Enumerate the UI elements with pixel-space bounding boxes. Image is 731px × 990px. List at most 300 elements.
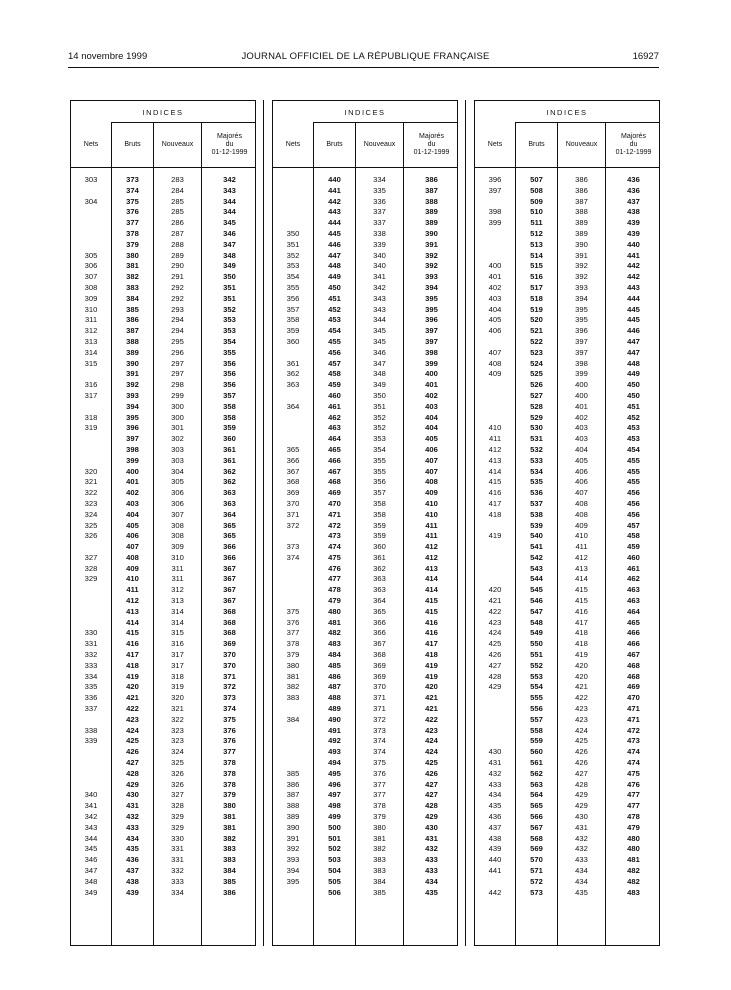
cell-majores: 430 xyxy=(425,822,438,832)
cell-majores: 438 xyxy=(627,207,640,217)
cell-nouveaux: 325 xyxy=(171,758,184,768)
cell-majores: 463 xyxy=(627,585,640,595)
cell-nouveaux: 318 xyxy=(171,671,184,681)
column-header-rule xyxy=(475,167,659,168)
cell-bruts: 398 xyxy=(126,444,139,454)
table-row xyxy=(273,402,457,413)
cell-nets: 344 xyxy=(84,833,98,843)
cell-nets: 433 xyxy=(488,779,502,789)
cell-nouveaux: 426 xyxy=(575,758,588,768)
cell-bruts: 448 xyxy=(328,261,341,271)
cell-nouveaux: 339 xyxy=(373,239,386,249)
cell-bruts: 405 xyxy=(126,520,139,530)
cell-nets: 307 xyxy=(84,272,98,282)
cell-majores: 347 xyxy=(223,239,236,249)
table-row xyxy=(273,715,457,726)
table-row xyxy=(273,769,457,780)
cell-majores: 433 xyxy=(425,855,438,865)
cell-majores: 354 xyxy=(223,336,236,346)
table-row xyxy=(475,456,659,467)
table-row xyxy=(273,272,457,283)
cell-nets: 374 xyxy=(286,552,300,562)
table-row xyxy=(71,445,255,456)
column-header-rule xyxy=(71,167,255,168)
table-row xyxy=(71,747,255,758)
cell-bruts: 385 xyxy=(126,304,139,314)
cell-nouveaux: 302 xyxy=(171,434,184,444)
table-row xyxy=(71,618,255,629)
cell-nets: 383 xyxy=(286,693,300,703)
cell-nouveaux: 386 xyxy=(575,175,588,184)
cell-nets: 306 xyxy=(84,261,98,271)
cell-nets: 417 xyxy=(488,498,502,508)
cell-majores: 448 xyxy=(627,358,640,368)
cell-bruts: 447 xyxy=(328,250,341,260)
table-row xyxy=(71,510,255,521)
cell-nets: 354 xyxy=(286,272,300,282)
cell-bruts: 561 xyxy=(530,758,543,768)
cell-majores: 455 xyxy=(627,466,640,476)
cell-majores: 447 xyxy=(627,336,640,346)
cell-majores: 431 xyxy=(425,833,438,843)
table-row xyxy=(475,564,659,575)
table-row xyxy=(273,369,457,380)
cell-nouveaux: 400 xyxy=(575,390,588,400)
cell-bruts: 462 xyxy=(328,412,341,422)
cell-majores: 379 xyxy=(223,790,236,800)
cell-bruts: 473 xyxy=(328,531,341,541)
cell-nouveaux: 336 xyxy=(373,196,386,206)
cell-bruts: 420 xyxy=(126,682,139,692)
cell-majores: 450 xyxy=(627,390,640,400)
cell-bruts: 540 xyxy=(530,531,543,541)
cell-nouveaux: 423 xyxy=(575,714,588,724)
table-row xyxy=(71,380,255,391)
cell-majores: 405 xyxy=(425,434,438,444)
cell-majores: 421 xyxy=(425,693,438,703)
table-row xyxy=(71,564,255,575)
cell-majores: 425 xyxy=(425,758,438,768)
cell-bruts: 495 xyxy=(328,768,341,778)
cell-nets: 355 xyxy=(286,282,300,292)
cell-bruts: 409 xyxy=(126,563,139,573)
cell-majores: 356 xyxy=(223,369,236,379)
indices-table-panel-3 xyxy=(474,100,660,946)
cell-bruts: 379 xyxy=(126,239,139,249)
cell-nouveaux: 401 xyxy=(575,401,588,411)
cell-majores: 383 xyxy=(223,844,236,854)
table-row xyxy=(71,585,255,596)
table-row xyxy=(475,413,659,424)
cell-nouveaux: 319 xyxy=(171,682,184,692)
col-header-majores xyxy=(606,123,661,167)
cell-bruts: 412 xyxy=(126,596,139,606)
cell-nouveaux: 297 xyxy=(171,358,184,368)
cell-nets: 390 xyxy=(286,822,300,832)
cell-bruts: 459 xyxy=(328,380,341,390)
cell-nets: 330 xyxy=(84,628,98,638)
table-row xyxy=(273,380,457,391)
cell-majores: 366 xyxy=(223,542,236,552)
cell-nouveaux: 389 xyxy=(575,218,588,228)
cell-nets: 364 xyxy=(286,401,300,411)
header-divider xyxy=(68,67,659,68)
cell-bruts: 393 xyxy=(126,390,139,400)
cell-bruts: 435 xyxy=(126,844,139,854)
cell-majores: 360 xyxy=(223,434,236,444)
cell-nouveaux: 329 xyxy=(171,812,184,822)
table-row xyxy=(475,337,659,348)
cell-majores: 463 xyxy=(627,596,640,606)
cell-nouveaux: 334 xyxy=(373,175,386,184)
cell-nets: 431 xyxy=(488,758,502,768)
cell-majores: 368 xyxy=(223,606,236,616)
table-row xyxy=(475,369,659,380)
cell-nouveaux: 420 xyxy=(575,671,588,681)
table-row xyxy=(475,704,659,715)
cell-majores: 351 xyxy=(223,293,236,303)
col-header-majores-line3: 01-12-1999 xyxy=(615,149,652,156)
cell-nets: 341 xyxy=(84,801,98,811)
table-row xyxy=(71,801,255,812)
table-row xyxy=(71,650,255,661)
cell-nouveaux: 387 xyxy=(575,196,588,206)
cell-majores: 449 xyxy=(627,369,640,379)
cell-bruts: 477 xyxy=(328,574,341,584)
table-row xyxy=(475,510,659,521)
cell-bruts: 524 xyxy=(530,358,543,368)
cell-majores: 395 xyxy=(425,304,438,314)
table-row xyxy=(71,715,255,726)
cell-nouveaux: 326 xyxy=(171,779,184,789)
table-row xyxy=(71,359,255,370)
cell-bruts: 386 xyxy=(126,315,139,325)
cell-nets: 409 xyxy=(488,369,502,379)
cell-bruts: 536 xyxy=(530,488,543,498)
cell-majores: 466 xyxy=(627,628,640,638)
cell-nouveaux: 368 xyxy=(373,650,386,660)
cell-bruts: 430 xyxy=(126,790,139,800)
cell-nets: 361 xyxy=(286,358,300,368)
table-row xyxy=(475,467,659,478)
cell-majores: 412 xyxy=(425,552,438,562)
table-row xyxy=(273,682,457,693)
cell-nouveaux: 373 xyxy=(373,725,386,735)
cell-majores: 419 xyxy=(425,660,438,670)
cell-bruts: 509 xyxy=(530,196,543,206)
cell-nets: 381 xyxy=(286,671,300,681)
cell-bruts: 483 xyxy=(328,639,341,649)
table-row xyxy=(475,715,659,726)
table-row xyxy=(273,726,457,737)
table-row xyxy=(71,251,255,262)
cell-bruts: 563 xyxy=(530,779,543,789)
cell-bruts: 496 xyxy=(328,779,341,789)
table-row xyxy=(475,844,659,855)
cell-majores: 370 xyxy=(223,660,236,670)
table-row xyxy=(273,315,457,326)
cell-nouveaux: 300 xyxy=(171,412,184,422)
table-row xyxy=(273,747,457,758)
table-row xyxy=(475,661,659,672)
table-row xyxy=(71,844,255,855)
table-row xyxy=(273,704,457,715)
cell-nets: 398 xyxy=(488,207,502,217)
cell-nouveaux: 317 xyxy=(171,660,184,670)
cell-nets: 326 xyxy=(84,531,98,541)
cell-nouveaux: 424 xyxy=(575,725,588,735)
table-row xyxy=(273,758,457,769)
cell-nouveaux: 415 xyxy=(575,596,588,606)
table-row xyxy=(71,628,255,639)
cell-nets: 404 xyxy=(488,304,502,314)
cell-nets: 367 xyxy=(286,466,300,476)
cell-nouveaux: 355 xyxy=(373,466,386,476)
cell-majores: 349 xyxy=(223,261,236,271)
cell-bruts: 554 xyxy=(530,682,543,692)
cell-bruts: 423 xyxy=(126,714,139,724)
cell-nets: 415 xyxy=(488,477,502,487)
cell-majores: 434 xyxy=(425,876,438,886)
cell-bruts: 419 xyxy=(126,671,139,681)
cell-majores: 445 xyxy=(627,304,640,314)
cell-nouveaux: 360 xyxy=(373,542,386,552)
table-row xyxy=(475,326,659,337)
table-row xyxy=(475,618,659,629)
cell-majores: 426 xyxy=(425,768,438,778)
cell-nouveaux: 420 xyxy=(575,660,588,670)
table-row xyxy=(273,283,457,294)
table-row xyxy=(273,542,457,553)
cell-bruts: 402 xyxy=(126,488,139,498)
table-row xyxy=(475,315,659,326)
cell-nets: 372 xyxy=(286,520,300,530)
cell-nets: 397 xyxy=(488,185,502,195)
cell-bruts: 505 xyxy=(328,876,341,886)
cell-nets: 428 xyxy=(488,671,502,681)
cell-nouveaux: 395 xyxy=(575,304,588,314)
cell-bruts: 533 xyxy=(530,455,543,465)
table-row xyxy=(273,445,457,456)
cell-majores: 376 xyxy=(223,725,236,735)
cell-majores: 391 xyxy=(425,239,438,249)
cell-bruts: 488 xyxy=(328,693,341,703)
table-row xyxy=(71,855,255,866)
cell-majores: 416 xyxy=(425,617,438,627)
cell-nouveaux: 315 xyxy=(171,628,184,638)
cell-bruts: 568 xyxy=(530,833,543,843)
cell-bruts: 394 xyxy=(126,401,139,411)
cell-majores: 392 xyxy=(425,250,438,260)
table-row xyxy=(273,229,457,240)
cell-nouveaux: 357 xyxy=(373,488,386,498)
cell-majores: 414 xyxy=(425,574,438,584)
cell-nouveaux: 400 xyxy=(575,380,588,390)
cell-majores: 375 xyxy=(223,714,236,724)
cell-majores: 396 xyxy=(425,315,438,325)
table-row xyxy=(273,251,457,262)
cell-bruts: 518 xyxy=(530,293,543,303)
table-row xyxy=(71,240,255,251)
cell-majores: 363 xyxy=(223,488,236,498)
cell-nouveaux: 421 xyxy=(575,682,588,692)
cell-bruts: 506 xyxy=(328,887,341,897)
cell-nouveaux: 350 xyxy=(373,390,386,400)
cell-bruts: 497 xyxy=(328,790,341,800)
table-row xyxy=(273,812,457,823)
cell-bruts: 467 xyxy=(328,466,341,476)
cell-majores: 480 xyxy=(627,833,640,843)
cell-nouveaux: 428 xyxy=(575,779,588,789)
cell-majores: 462 xyxy=(627,574,640,584)
cell-majores: 402 xyxy=(425,390,438,400)
table-row xyxy=(71,413,255,424)
col-header-bruts: Bruts xyxy=(326,141,343,148)
cell-majores: 450 xyxy=(627,380,640,390)
table-row xyxy=(71,207,255,218)
cell-majores: 378 xyxy=(223,758,236,768)
cell-majores: 397 xyxy=(425,336,438,346)
cell-nets: 441 xyxy=(488,866,502,875)
cell-bruts: 413 xyxy=(126,606,139,616)
cell-nouveaux: 431 xyxy=(575,822,588,832)
cell-nouveaux: 306 xyxy=(171,488,184,498)
cell-bruts: 542 xyxy=(530,552,543,562)
cell-nouveaux: 359 xyxy=(373,520,386,530)
cell-nouveaux: 320 xyxy=(171,693,184,703)
cell-bruts: 469 xyxy=(328,488,341,498)
cell-bruts: 548 xyxy=(530,617,543,627)
cell-majores: 457 xyxy=(627,520,640,530)
cell-bruts: 445 xyxy=(328,228,341,238)
cell-nets: 316 xyxy=(84,380,98,390)
table-row xyxy=(71,218,255,229)
table-row xyxy=(273,477,457,488)
cell-nouveaux: 406 xyxy=(575,477,588,487)
table-row xyxy=(475,175,659,186)
table-row xyxy=(273,866,457,877)
table-row xyxy=(273,456,457,467)
cell-nets: 357 xyxy=(286,304,300,314)
cell-nouveaux: 356 xyxy=(373,477,386,487)
cell-majores: 378 xyxy=(223,768,236,778)
cell-nets: 369 xyxy=(286,488,300,498)
column-separator xyxy=(263,100,264,946)
indices-group-title: INDICES xyxy=(546,108,588,117)
cell-bruts: 432 xyxy=(126,812,139,822)
cell-nouveaux: 377 xyxy=(373,790,386,800)
cell-bruts: 507 xyxy=(530,175,543,184)
cell-majores: 411 xyxy=(425,531,438,541)
cell-nouveaux: 286 xyxy=(171,218,184,228)
cell-bruts: 486 xyxy=(328,671,341,681)
table-row xyxy=(273,574,457,585)
cell-nets: 332 xyxy=(84,650,98,660)
cell-bruts: 439 xyxy=(126,887,139,897)
cell-nouveaux: 432 xyxy=(575,833,588,843)
cell-majores: 400 xyxy=(425,369,438,379)
cell-nets: 434 xyxy=(488,790,502,800)
cell-nets: 319 xyxy=(84,423,98,433)
cell-majores: 404 xyxy=(425,423,438,433)
cell-majores: 414 xyxy=(425,585,438,595)
table-row xyxy=(475,229,659,240)
cell-bruts: 458 xyxy=(328,369,341,379)
cell-majores: 407 xyxy=(425,466,438,476)
indices-table-panel-1 xyxy=(70,100,256,946)
table-row xyxy=(71,229,255,240)
table-row xyxy=(475,391,659,402)
table-row xyxy=(475,628,659,639)
cell-majores: 380 xyxy=(223,801,236,811)
table-row xyxy=(273,207,457,218)
cell-majores: 456 xyxy=(627,498,640,508)
cell-nouveaux: 284 xyxy=(171,185,184,195)
cell-bruts: 508 xyxy=(530,185,543,195)
cell-bruts: 546 xyxy=(530,596,543,606)
cell-majores: 473 xyxy=(627,736,640,746)
cell-nets: 360 xyxy=(286,336,300,346)
cell-bruts: 511 xyxy=(530,218,543,228)
table-row xyxy=(71,499,255,510)
table-row xyxy=(475,639,659,650)
cell-majores: 476 xyxy=(627,779,640,789)
cell-nets: 423 xyxy=(488,617,502,627)
cell-nouveaux: 292 xyxy=(171,282,184,292)
col-header-nouveaux: Nouveaux xyxy=(161,141,194,148)
cell-majores: 422 xyxy=(425,714,438,724)
cell-majores: 439 xyxy=(627,228,640,238)
cell-nouveaux: 434 xyxy=(575,866,588,875)
cell-nouveaux: 366 xyxy=(373,628,386,638)
table-row xyxy=(475,758,659,769)
cell-nouveaux: 348 xyxy=(373,369,386,379)
cell-majores: 444 xyxy=(627,293,640,303)
cell-nouveaux: 376 xyxy=(373,768,386,778)
cell-nets: 324 xyxy=(84,509,98,519)
cell-nouveaux: 332 xyxy=(171,866,184,875)
cell-nets: 323 xyxy=(84,498,98,508)
table-row xyxy=(71,477,255,488)
cell-nouveaux: 405 xyxy=(575,455,588,465)
cell-majores: 459 xyxy=(627,542,640,552)
cell-nets: 335 xyxy=(84,682,98,692)
table-row xyxy=(475,434,659,445)
cell-nouveaux: 404 xyxy=(575,444,588,454)
cell-majores: 397 xyxy=(425,326,438,336)
cell-majores: 447 xyxy=(627,347,640,357)
table-row xyxy=(273,628,457,639)
table-row xyxy=(273,423,457,434)
cell-majores: 456 xyxy=(627,509,640,519)
cell-bruts: 470 xyxy=(328,498,341,508)
table-row xyxy=(71,326,255,337)
cell-bruts: 534 xyxy=(530,466,543,476)
cell-majores: 345 xyxy=(223,218,236,228)
cell-nets: 442 xyxy=(488,887,502,897)
cell-majores: 365 xyxy=(223,531,236,541)
cell-bruts: 504 xyxy=(328,866,341,875)
cell-nouveaux: 338 xyxy=(373,228,386,238)
table-row xyxy=(71,261,255,272)
table-row xyxy=(273,488,457,499)
cell-nouveaux: 321 xyxy=(171,704,184,714)
cell-majores: 377 xyxy=(223,747,236,757)
table-row xyxy=(475,445,659,456)
table-row xyxy=(475,283,659,294)
cell-nets: 422 xyxy=(488,606,502,616)
cell-majores: 415 xyxy=(425,606,438,616)
